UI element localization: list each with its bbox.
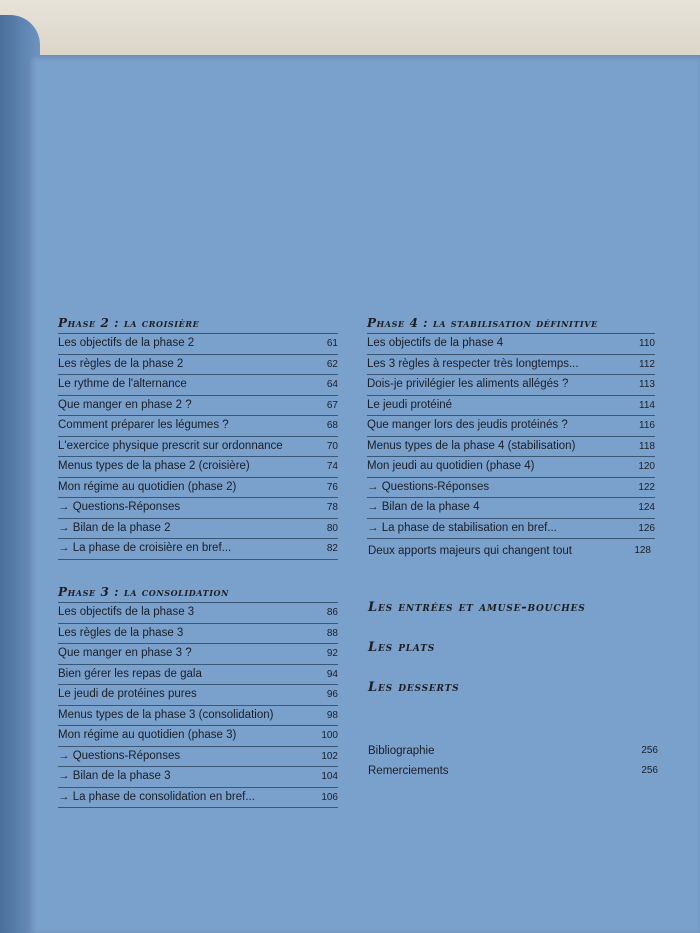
toc-row-page: 124 (638, 502, 655, 513)
toc-row[interactable] (58, 539, 338, 560)
toc-row-label: Les règles de la phase 2 (58, 357, 184, 370)
toc-row-label: Comment préparer les légumes ? (58, 419, 229, 431)
toc-row[interactable] (58, 747, 338, 768)
toc-row[interactable] (58, 706, 338, 727)
toc-row[interactable] (58, 416, 338, 437)
toc-row-page: 92 (326, 648, 338, 659)
toc-row-label: → La phase de consolidation en bref... (58, 790, 255, 803)
toc-row-label: Les objectifs de la phase 3 (58, 606, 195, 618)
chapter-desserts[interactable]: Les desserts (368, 680, 460, 695)
toc-row-label: → Bilan de la phase 2 (58, 521, 171, 534)
toc-row-page: 82 (326, 543, 338, 554)
toc-row-label: Le jeudi de protéines pures (58, 688, 197, 700)
toc-row-label: → Questions-Réponses (58, 501, 181, 513)
toc-row[interactable] (58, 355, 338, 376)
toc-row-page: 88 (326, 627, 338, 639)
toc-row-page: 78 (326, 502, 338, 513)
phase3-section (58, 582, 338, 808)
phase2-list (58, 333, 338, 560)
toc-row-label: Le rythme de l'alternance (58, 378, 187, 390)
phase4-list (367, 333, 655, 539)
toc-row-page: 64 (326, 379, 338, 390)
toc-row-page: 67 (326, 399, 338, 411)
toc-row-page: 113 (639, 379, 655, 390)
toc-row[interactable] (367, 396, 655, 417)
toc-row-label: Mon régime au quotidien (phase 3) (58, 729, 237, 741)
toc-row[interactable] (367, 355, 655, 376)
toc-row-page: 114 (639, 399, 655, 411)
toc-row-page: 256 (641, 765, 658, 776)
toc-row[interactable] (367, 478, 655, 499)
toc-row[interactable] (367, 416, 655, 437)
toc-row-page: 94 (326, 668, 338, 680)
toc-row-page: 118 (639, 440, 655, 452)
toc-row[interactable] (367, 437, 655, 458)
phase4-title: Phase 4 : la stabilisation définitive (367, 316, 598, 330)
toc-row-page: 76 (326, 481, 338, 493)
toc-row[interactable] (367, 375, 655, 396)
toc-row[interactable] (58, 685, 338, 706)
toc-row-page: 70 (326, 440, 338, 452)
toc-row-acknowledgements[interactable] (368, 761, 658, 781)
phase4-section (367, 313, 655, 539)
toc-row[interactable] (58, 457, 338, 478)
toc-row-label: Les règles de la phase 3 (58, 626, 184, 639)
toc-row-page: 96 (326, 689, 338, 700)
toc-row[interactable] (367, 457, 655, 478)
toc-row-label: → La phase de croisière en bref... (58, 542, 232, 554)
toc-row-page: 86 (326, 607, 338, 618)
toc-row-page: 100 (321, 730, 338, 741)
toc-row-page: 116 (639, 420, 655, 431)
toc-row[interactable] (58, 726, 338, 747)
toc-row[interactable] (367, 498, 655, 519)
toc-row[interactable] (58, 334, 338, 355)
toc-row[interactable] (58, 498, 338, 519)
toc-row-page: 102 (321, 750, 338, 762)
toc-row-page: 104 (321, 771, 338, 782)
toc-row-label: Menus types de la phase 3 (consolidation) (58, 708, 274, 721)
toc-row-page: 106 (321, 791, 338, 803)
toc-row-label: Les 3 règles à respecter très longtemps... (367, 357, 579, 370)
toc-row-label: Les objectifs de la phase 4 (367, 337, 504, 349)
toc-row-label: L'exercice physique prescrit sur ordonnance (58, 439, 283, 452)
toc-row-page: 98 (326, 709, 338, 721)
phase2-title: Phase 2 : la croisière (58, 316, 200, 330)
toc-row[interactable] (58, 396, 338, 417)
toc-row-extra[interactable] (368, 541, 651, 561)
toc-row[interactable] (58, 478, 338, 499)
toc-row-label: Les objectifs de la phase 2 (58, 337, 195, 349)
toc-row[interactable] (58, 788, 338, 809)
toc-row-label: Que manger en phase 3 ? (58, 647, 192, 659)
toc-row-page: 62 (326, 358, 338, 370)
toc-row-bibliography[interactable] (368, 741, 658, 761)
toc-row-label: Menus types de la phase 2 (croisière) (58, 460, 250, 472)
toc-row-label: Mon régime au quotidien (phase 2) (58, 480, 237, 493)
toc-row-label: Le jeudi protéiné (367, 398, 453, 411)
toc-row-label: Que manger lors des jeudis protéinés ? (367, 419, 568, 431)
toc-row-page: 122 (638, 481, 655, 493)
toc-row-label: Dois-je privilégier les aliments allégés ? (367, 378, 569, 390)
toc-row-label: → Bilan de la phase 3 (58, 770, 171, 782)
phase3-title: Phase 3 : la consolidation (58, 585, 230, 599)
toc-row[interactable] (58, 375, 338, 396)
toc-row-page: 256 (641, 745, 658, 756)
toc-row-label: → Questions-Réponses (58, 749, 181, 762)
toc-row[interactable] (58, 519, 338, 540)
toc-row[interactable] (367, 519, 655, 540)
toc-row[interactable] (58, 665, 338, 686)
phase3-list (58, 602, 338, 808)
toc-row-page: 110 (639, 338, 655, 349)
toc-row[interactable] (58, 767, 338, 788)
toc-row-label: → Questions-Réponses (367, 480, 490, 493)
toc-row-page: 126 (638, 522, 655, 534)
toc-row-label: Que manger en phase 2 ? (58, 398, 192, 411)
toc-row-page: 74 (326, 461, 338, 472)
toc-row-label: Menus types de la phase 4 (stabilisation) (367, 439, 576, 452)
toc-row-label: Deux apports majeurs qui changent tout (368, 545, 572, 557)
toc-row[interactable] (58, 624, 338, 645)
toc-row-label: Remerciements (368, 765, 449, 777)
toc-row[interactable] (58, 603, 338, 624)
toc-row[interactable] (367, 334, 655, 355)
chapter-starters[interactable]: Les entrées et amuse-bouches (368, 600, 586, 615)
toc-row-page: 120 (638, 461, 655, 472)
toc-row-page: 61 (326, 338, 338, 349)
toc-row-page: 112 (639, 358, 655, 370)
toc-row-label: Mon jeudi au quotidien (phase 4) (367, 460, 535, 472)
phase2-section (58, 313, 338, 560)
toc-row-page: 80 (326, 522, 338, 534)
toc-row-page: 68 (326, 420, 338, 431)
toc-row[interactable] (58, 437, 338, 458)
toc-row[interactable] (58, 644, 338, 665)
chapter-mains[interactable]: Les plats (368, 640, 436, 655)
toc-row-label: Bibliographie (368, 745, 435, 757)
toc-row-label: → La phase de stabilisation en bref... (367, 521, 557, 534)
toc-row-label: Bien gérer les repas de gala (58, 667, 202, 680)
toc-row-page: 128 (634, 545, 651, 556)
toc-row-label: → Bilan de la phase 4 (367, 501, 480, 513)
